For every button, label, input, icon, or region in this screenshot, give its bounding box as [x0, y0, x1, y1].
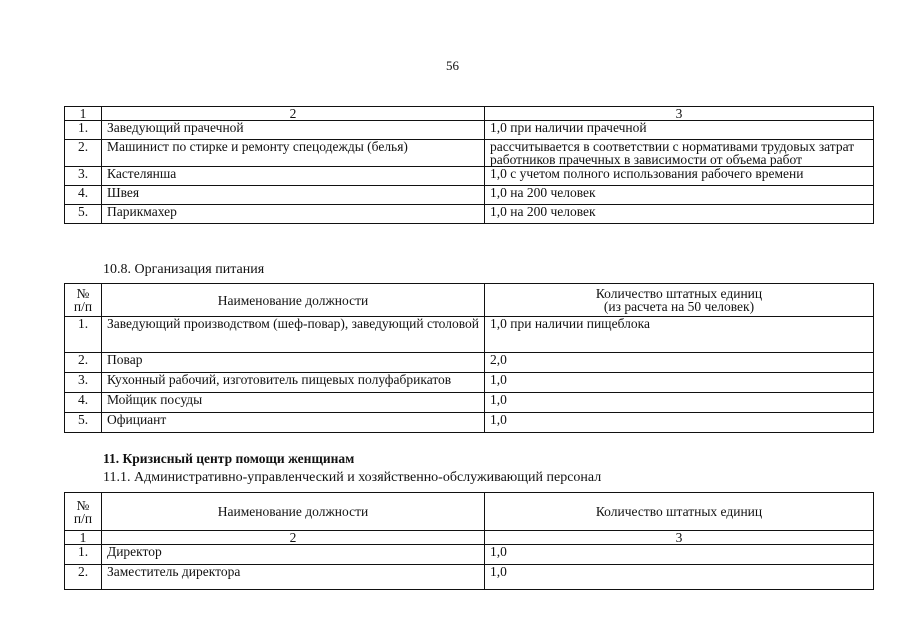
header-quantity: Количество штатных единиц (из расчета на 50 человек): [485, 284, 874, 317]
row-number: 1.: [65, 317, 102, 353]
table-row: [65, 140, 874, 167]
table-row: [65, 167, 874, 186]
staff-quantity: 1,0 при наличии прачечной: [485, 121, 874, 140]
table-catering-staff: [64, 283, 874, 433]
position-name: Официант: [102, 413, 485, 433]
table-row: [65, 373, 874, 393]
position-name: Директор: [102, 545, 485, 565]
table-row: [65, 317, 874, 353]
table-row: [65, 413, 874, 433]
row-number: 1.: [65, 121, 102, 140]
table-laundry-staff: [64, 106, 874, 224]
header-row: [65, 284, 874, 317]
row-number: 2.: [65, 353, 102, 373]
column-number: 2: [102, 107, 485, 121]
row-number: 5.: [65, 413, 102, 433]
staff-quantity: 1,0: [485, 373, 874, 393]
position-name: Кастелянша: [102, 167, 485, 186]
row-number: 2.: [65, 140, 102, 167]
header-number: № п/п: [65, 493, 102, 531]
column-number: 1: [65, 107, 102, 121]
staff-quantity: рассчитывается в соответствии с нормативами трудовых затрат работников прачечных в зависимости от объема работ: [485, 140, 874, 167]
row-number: 4.: [65, 393, 102, 413]
column-number: 3: [485, 531, 874, 545]
staff-quantity: 2,0: [485, 353, 874, 373]
staff-quantity: 1,0: [485, 545, 874, 565]
position-name: Заместитель директора: [102, 565, 485, 590]
staff-quantity: 1,0: [485, 393, 874, 413]
column-number: 2: [102, 531, 485, 545]
page-number: 56: [446, 58, 459, 73]
column-number-row: [65, 531, 874, 545]
staff-quantity: 1,0 с учетом полного использования рабочего времени: [485, 167, 874, 186]
row-number: 2.: [65, 565, 102, 590]
position-name: Кухонный рабочий, изготовитель пищевых полуфабрикатов: [102, 373, 485, 393]
header-quantity: Количество штатных единиц: [485, 493, 874, 531]
column-number: 3: [485, 107, 874, 121]
subsection-title: 11.1. Административно-управленческий и хозяйственно-обслуживающий персонал: [103, 470, 602, 485]
position-name: Парикмахер: [102, 205, 485, 224]
row-number: 1.: [65, 545, 102, 565]
subsection-title: 10.8. Организация питания: [103, 262, 265, 277]
row-number: 5.: [65, 205, 102, 224]
row-number: 4.: [65, 186, 102, 205]
table-row: [65, 565, 874, 590]
table-row: [65, 353, 874, 373]
table-row: [65, 545, 874, 565]
table-row: [65, 186, 874, 205]
position-name: Мойщик посуды: [102, 393, 485, 413]
table-row: [65, 121, 874, 140]
column-number: 1: [65, 531, 102, 545]
staff-quantity: 1,0 при наличии пищеблока: [485, 317, 874, 353]
header-row: [65, 493, 874, 531]
position-name: Швея: [102, 186, 485, 205]
position-name: Машинист по стирке и ремонту спецодежды (белья): [102, 140, 485, 167]
position-name: Заведующий производством (шеф-повар), заведующий столовой: [102, 317, 485, 353]
staff-quantity: 1,0: [485, 565, 874, 590]
row-number: 3.: [65, 373, 102, 393]
section-title: 11. Кризисный центр помощи женщинам: [103, 451, 355, 466]
staff-quantity: 1,0 на 200 человек: [485, 205, 874, 224]
column-number-row: [65, 107, 874, 121]
position-name: Повар: [102, 353, 485, 373]
table-row: [65, 393, 874, 413]
position-name: Заведующий прачечной: [102, 121, 485, 140]
header-position: Наименование должности: [102, 284, 485, 317]
staff-quantity: 1,0 на 200 человек: [485, 186, 874, 205]
table-row: [65, 205, 874, 224]
row-number: 3.: [65, 167, 102, 186]
staff-quantity: 1,0: [485, 413, 874, 433]
header-number: № п/п: [65, 284, 102, 317]
header-position: Наименование должности: [102, 493, 485, 531]
table-admin-staff: [64, 492, 874, 590]
